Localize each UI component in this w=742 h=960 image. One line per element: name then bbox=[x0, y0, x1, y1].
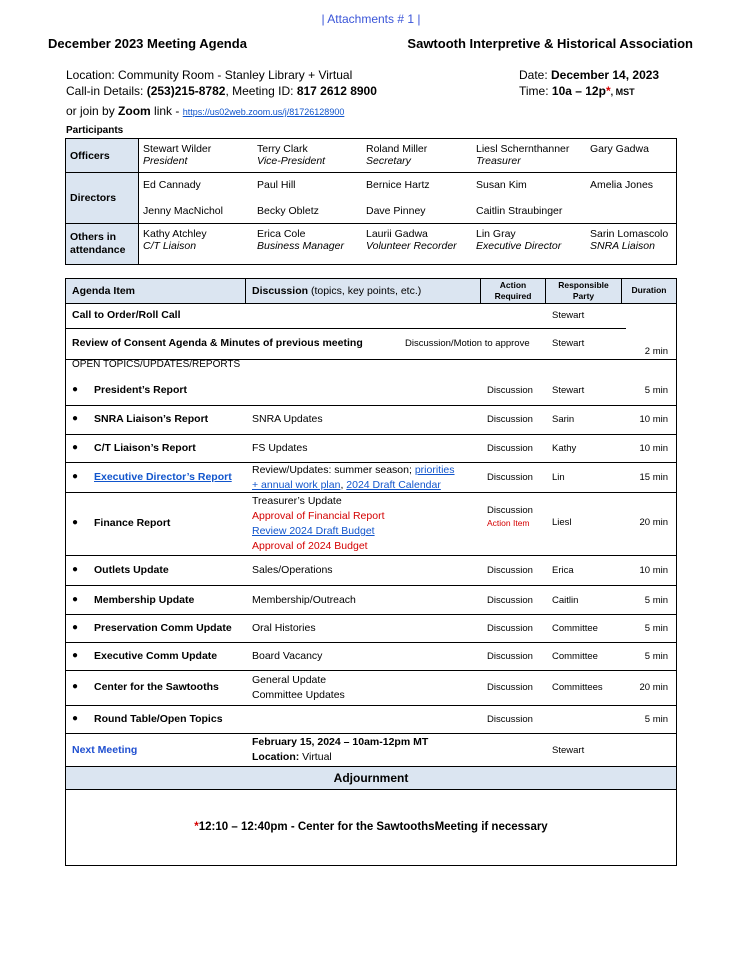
action-required: Discussion bbox=[487, 682, 533, 693]
responsible-party: Stewart bbox=[552, 385, 585, 396]
action-required: Discussion bbox=[487, 472, 533, 483]
action-required: Discussion bbox=[487, 414, 533, 425]
agenda-row bbox=[66, 303, 676, 328]
agenda-item: SNRA Liaison’s Report bbox=[94, 413, 209, 425]
responsible-party: Lin bbox=[552, 472, 565, 483]
agenda-row bbox=[66, 435, 676, 462]
agenda-row bbox=[66, 586, 676, 614]
bullet-icon: ● bbox=[72, 517, 79, 528]
participants-heading: Participants bbox=[66, 125, 124, 136]
discussion-text: FS Updates bbox=[252, 442, 308, 454]
duration: 5 min bbox=[644, 714, 668, 725]
participants-table bbox=[65, 138, 677, 265]
responsible-party: Sarin bbox=[552, 414, 575, 425]
bullet-icon: ● bbox=[72, 471, 79, 482]
draft-calendar-link[interactable]: 2024 Draft Calendar bbox=[346, 479, 441, 491]
bullet-icon: ● bbox=[72, 622, 79, 633]
responsible-party: Committee bbox=[552, 623, 598, 634]
responsible-party: Stewart bbox=[552, 338, 585, 349]
duration: 10 min bbox=[639, 414, 668, 425]
draft-budget-link[interactable]: Review 2024 Draft Budget bbox=[252, 525, 375, 537]
agenda-item: President’s Report bbox=[94, 384, 187, 396]
participant-name: Susan Kim bbox=[476, 179, 527, 191]
next-meeting-details: February 15, 2024 – 10am-12pm MT Location: Virtual bbox=[252, 736, 429, 763]
discussion-text: Membership/Outreach bbox=[252, 594, 356, 606]
bullet-icon: ● bbox=[72, 650, 79, 661]
next-meeting-row bbox=[66, 734, 676, 766]
duration: 10 min bbox=[639, 443, 668, 454]
action-required: Discussion/Motion to approve bbox=[405, 338, 530, 349]
duration: 5 min bbox=[644, 595, 668, 606]
discussion-text: Oral Histories bbox=[252, 622, 316, 634]
officers-label: Officers bbox=[66, 139, 139, 173]
responsible-party: Erica bbox=[552, 565, 574, 576]
duration: 5 min bbox=[644, 623, 668, 634]
participant-name: Sarin Lomascolo SNRA Liaison bbox=[590, 228, 669, 252]
action-required: Discussion bbox=[487, 565, 533, 576]
agenda-row bbox=[66, 377, 676, 405]
agenda-row bbox=[66, 406, 676, 434]
duration: 20 min bbox=[639, 682, 668, 693]
agenda-row bbox=[66, 556, 676, 585]
responsible-party: Stewart bbox=[552, 310, 585, 321]
bullet-icon: ● bbox=[72, 384, 79, 395]
agenda-row bbox=[66, 643, 676, 670]
header-agenda-item: Agenda Item bbox=[72, 285, 136, 297]
phone-number: (253)215-8782 bbox=[146, 84, 226, 98]
action-required: Discussion bbox=[487, 595, 533, 606]
others-label: Others in attendance bbox=[66, 224, 139, 265]
open-topics-heading: OPEN TOPICS/UPDATES/REPORTS bbox=[72, 359, 241, 370]
agenda-item: Round Table/Open Topics bbox=[94, 713, 223, 725]
approval-financial-report: Approval of Financial Report bbox=[252, 510, 385, 522]
agenda-item: Review of Consent Agenda & Minutes of previous meeting bbox=[72, 337, 363, 349]
header-action: Action Required bbox=[494, 280, 532, 301]
responsible-party: Committee bbox=[552, 651, 598, 662]
participant-name: Paul Hill bbox=[257, 179, 296, 191]
zoom-link[interactable]: https://us02web.zoom.us/j/81726128900 bbox=[182, 107, 345, 117]
agenda-item: Center for the Sawtooths bbox=[94, 681, 219, 693]
responsible-party: Liesl bbox=[552, 517, 572, 528]
action-required: Discussion bbox=[487, 443, 533, 454]
zoom-line: or join by Zoom link - https://us02web.zoom.us/j/81726128900 bbox=[66, 104, 345, 118]
bullet-icon: ● bbox=[72, 681, 79, 692]
agenda-item: C/T Liaison’s Report bbox=[94, 442, 196, 454]
approval-budget: Approval of 2024 Budget bbox=[252, 540, 368, 552]
bullet-icon: ● bbox=[72, 594, 79, 605]
time-line: Time: 10a – 12p*, MST bbox=[519, 84, 635, 98]
discussion-text: SNRA Updates bbox=[252, 413, 323, 425]
priorities-link[interactable]: priorities bbox=[414, 464, 455, 476]
agenda-row bbox=[66, 329, 676, 359]
responsible-party: Kathy bbox=[552, 443, 577, 454]
participant-name: Liesl Schernthanner Treasurer bbox=[476, 143, 570, 167]
annual-work-plan-link[interactable]: + annual work plan bbox=[252, 479, 341, 491]
participant-name: Terry Clark Vice-President bbox=[257, 143, 326, 167]
callin-line: Call-in Details: (253)215-8782, Meeting ID: 817 2612 8900 bbox=[66, 84, 377, 98]
responsible-party: Stewart bbox=[552, 745, 585, 756]
agenda-title: December 2023 Meeting Agenda bbox=[48, 36, 247, 51]
participant-name: Dave Pinney bbox=[366, 205, 426, 217]
responsible-party: Caitlin bbox=[552, 595, 579, 606]
duration: 20 min bbox=[639, 517, 668, 528]
participant-name: Kathy Atchley C/T Liaison bbox=[143, 228, 207, 252]
attachments-label: | Attachments # 1 | bbox=[321, 12, 421, 26]
bullet-icon: ● bbox=[72, 413, 79, 424]
participant-name: Roland Miller Secretary bbox=[366, 143, 428, 167]
action-required: Discussion bbox=[487, 623, 533, 634]
agenda-item: Preservation Comm Update bbox=[94, 622, 232, 634]
agenda-row bbox=[66, 493, 676, 555]
officers-cell bbox=[139, 139, 677, 173]
agenda-item: Outlets Update bbox=[94, 564, 169, 576]
bullet-icon: ● bbox=[72, 713, 79, 724]
participant-name: Becky Obletz bbox=[257, 205, 319, 217]
directors-cell bbox=[139, 173, 677, 224]
participant-name: Laurii Gadwa Volunteer Recorder bbox=[366, 228, 457, 252]
agenda-item: Call to Order/Roll Call bbox=[72, 309, 181, 321]
agenda-item: Executive Comm Update bbox=[94, 650, 218, 662]
participant-name: Bernice Hartz bbox=[366, 179, 430, 191]
header-duration: Duration bbox=[631, 285, 667, 295]
agenda-row bbox=[66, 463, 676, 492]
duration: 15 min bbox=[639, 472, 668, 483]
discussion-text: Treasurer’s Update Approval of Financial Report Review 2024 Draft Budget Approval of 2024 Budget bbox=[252, 495, 385, 552]
footnote: *12:10 – 12:40pm - Center for the SawtoothsMeeting if necessary bbox=[194, 821, 548, 833]
discussion-text: General Update Committee Updates bbox=[252, 674, 345, 701]
agenda-header-row bbox=[66, 279, 676, 304]
agenda-item: Membership Update bbox=[94, 594, 195, 606]
participant-name: Gary Gadwa bbox=[590, 143, 649, 155]
action-required: Discussion bbox=[487, 505, 533, 516]
location-line: Location: Community Room - Stanley Library + Virtual bbox=[66, 68, 353, 82]
duration: 2 min bbox=[644, 346, 668, 357]
next-meeting-label: Next Meeting bbox=[72, 744, 138, 756]
discussion-text: Sales/Operations bbox=[252, 564, 333, 576]
action-required: Discussion bbox=[487, 651, 533, 662]
date-line: Date: December 14, 2023 bbox=[519, 68, 660, 82]
participant-name: Caitlin Straubinger bbox=[476, 205, 563, 217]
duration: 10 min bbox=[639, 565, 668, 576]
participant-name: Ed Cannady bbox=[143, 179, 201, 191]
agenda-item: Finance Report bbox=[94, 517, 171, 529]
discussion-text: Board Vacancy bbox=[252, 650, 323, 662]
executive-director-report-link[interactable]: Executive Director’s Report bbox=[94, 471, 232, 483]
organization-name: Sawtooth Interpretive & Historical Association bbox=[407, 36, 693, 51]
responsible-party: Committees bbox=[552, 682, 603, 693]
participant-name: Jenny MacNichol bbox=[143, 205, 223, 217]
bullet-icon: ● bbox=[72, 564, 79, 575]
action-required: Discussion bbox=[487, 385, 533, 396]
directors-label: Directors bbox=[66, 173, 139, 224]
header-discussion: Discussion (topics, key points, etc.) bbox=[252, 285, 422, 297]
meeting-time: 10a – 12p bbox=[551, 84, 606, 98]
meeting-date: December 14, 2023 bbox=[551, 68, 660, 82]
header-party: Responsible Party bbox=[558, 280, 609, 301]
agenda-row bbox=[66, 615, 676, 642]
action-item-label: Action Item bbox=[487, 518, 530, 528]
agenda-table bbox=[65, 278, 677, 866]
agenda-row bbox=[66, 706, 676, 733]
meeting-id: 817 2612 8900 bbox=[296, 84, 377, 98]
bullet-icon: ● bbox=[72, 442, 79, 453]
others-cell bbox=[139, 224, 677, 265]
participant-name: Stewart Wilder President bbox=[143, 143, 212, 167]
discussion-text: Review/Updates: summer season; priorities + annual work plan, 2024 Draft Calendar bbox=[252, 464, 455, 491]
agenda-row bbox=[66, 671, 676, 705]
participant-name: Erica Cole Business Manager bbox=[257, 228, 344, 252]
participant-name: Amelia Jones bbox=[590, 179, 654, 191]
adjournment-bar: Adjournment bbox=[66, 767, 676, 789]
duration: 5 min bbox=[644, 651, 668, 662]
participant-name: Lin Gray Executive Director bbox=[476, 228, 562, 252]
duration: 5 min bbox=[644, 385, 668, 396]
action-required: Discussion bbox=[487, 714, 533, 725]
